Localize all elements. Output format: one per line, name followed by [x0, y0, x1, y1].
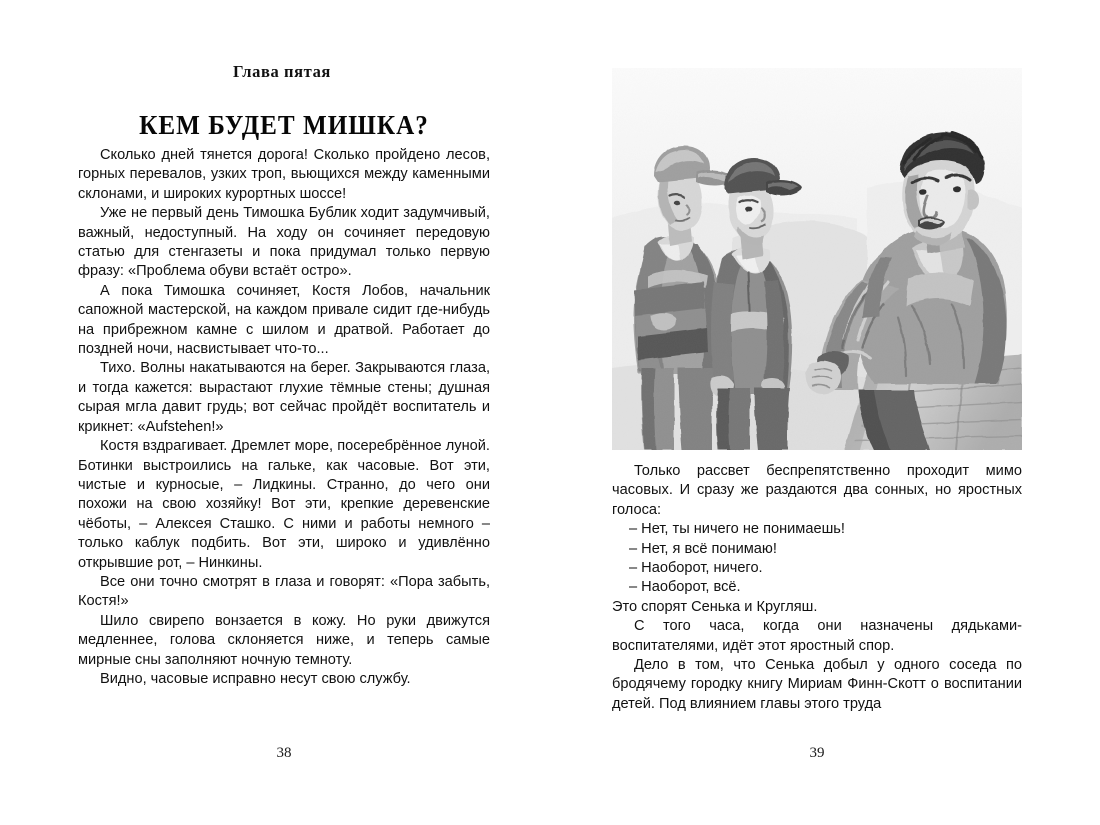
right-page-body	[612, 462, 1022, 714]
page-number-left: 38	[276, 745, 292, 761]
paragraph: Все они точно смотрят в глаза и говорят: «Пора забыть, Костя!»	[78, 573, 490, 610]
paragraph: Сколько дней тянется дорога! Сколько пройдено лесов, горных перевалов, узких троп, вьющихся между каменными склонами, и широких курортных шоссе!	[78, 147, 490, 202]
dialogue-line: – Наоборот, ничего.	[629, 560, 763, 577]
paragraph: Тихо. Волны накатываются на берег. Закрываются глаза, и тогда кажется: вырастают глухие тёмные стены; душная сырая мгла давит грудь; вот сейчас пройдёт воспитатель и крикнет: «Aufstehen!»	[78, 360, 490, 435]
paragraph: С того часа, когда они назначены дядьками-воспитателями, идёт этот яростный спор.	[612, 618, 1022, 654]
paragraph: Это спорят Сенька и Кругляш.	[612, 598, 818, 615]
left-page-body	[78, 146, 490, 689]
paragraph: Дело в том, что Сенька добыл у одного соседа по бродячему городку книгу Мириам Финн-Скотт о воспитании детей. Под влиянием главы этого труда	[612, 657, 1022, 712]
paragraph: Шило свирепо вонзается в кожу. Но руки движутся медленнее, голова склоняется ниже, и теперь самые мирные сны заполняют ночную темноту.	[78, 612, 490, 668]
page-number-right: 39	[809, 745, 825, 761]
right-page	[612, 0, 1022, 825]
dialogue-line: – Нет, я всё понимаю!	[629, 540, 777, 557]
dialogue-line: – Наоборот, всё.	[629, 579, 741, 596]
paragraph: Видно, часовые исправно несут свою службу.	[100, 670, 411, 687]
paragraph: А пока Тимошка сочиняет, Костя Лобов, начальник сапожной мастерской, на каждом привале сидит где-нибудь на прибрежном камне с шилом и дратвой. Работает до поздней ночи, насвистывает что-то...	[78, 282, 490, 358]
left-page	[78, 0, 490, 825]
dialogue-line: – Нет, ты ничего не понимаешь!	[629, 521, 845, 538]
paragraph: Костя вздрагивает. Дремлет море, посеребрённое луной. Ботинки выстроились на гальке, как часовые. Вот эти, чистые и курносые, – Лидкины. Странно, до чего они похожи на свою хозяйку! Вот эти, крепкие деревенские чёботы, – Алексея Сташко. С ними и работы немного – только каблук подбить. Вот эти, широко и удивлённо открывшие рот, – Нинкины.	[78, 438, 490, 571]
paragraph: Только рассвет беспрепятственно проходит мимо часовых. И сразу же раздаются два сонных, но яростных голоса:	[612, 463, 1022, 518]
chapter-kicker: Глава пятая	[233, 62, 331, 81]
paragraph: Уже не первый день Тимошка Бублик ходит задумчивый, важный, недоступный. На ходу он сочиняет передовую статью для стенгазеты и пока придумал только первую фразу: «Проблема обуви встаёт остро».	[78, 205, 490, 280]
chapter-title: КЕМ БУДЕТ МИШКА?	[139, 110, 429, 141]
